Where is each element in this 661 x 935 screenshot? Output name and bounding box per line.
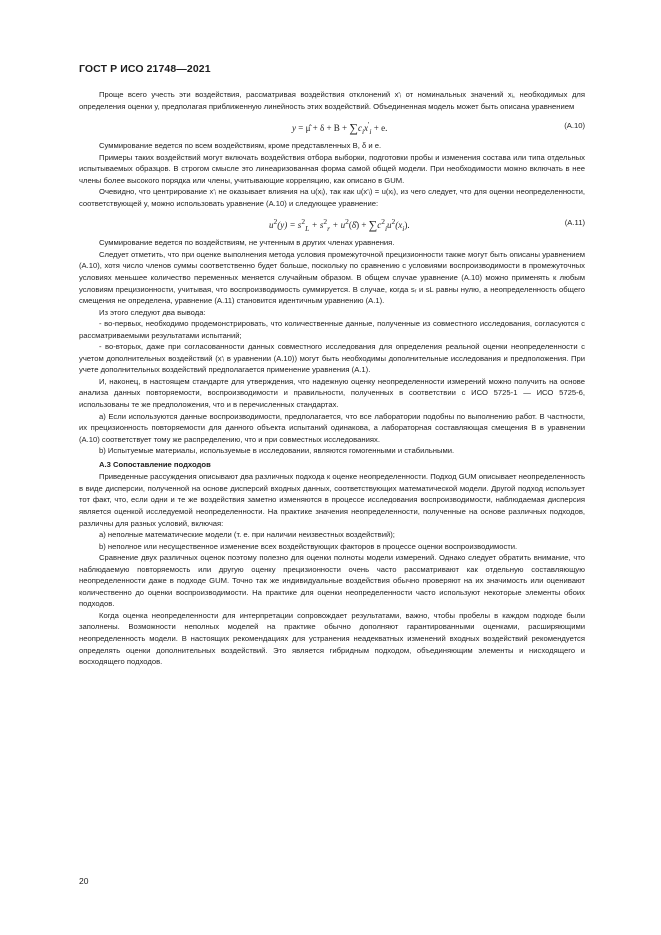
paragraph: Суммирование ведется по всем воздействиям, кроме представленных B, δ и e.	[99, 141, 382, 151]
paragraph: Проще всего учесть эти воздействия, рассматривая воздействия отклонений x'ᵢ от номинальных значений xᵢ, необходимых для определения оценки y, предполагая приближенную линейность этих воздействий. Объединенная модель может быть описана уравнением	[79, 90, 585, 111]
list-item: b) Испытуемые материалы, используемые в исследовании, являются гомогенными и стабильными.	[99, 446, 455, 456]
body-text	[79, 89, 585, 668]
equation-a11-number: (A.11)	[564, 218, 585, 228]
paragraph: Приведенные рассуждения описывают два различных подхода к оценке неопределенности. Подход GUM описывает неопределенность в виде дисперсии, полученной на основе дисперсий входных данных, соответствующих математической модели. Другой подход использует тот факт, что, если одни и те же воздействия заметно изменяются в процессе исследования воспроизводимости, наблюдаемая дисперсия является оценкой исследуемой неопределенности. На практике значения неопределенности, полученные на основе различных подходов, различны для разных условий, включая:	[79, 472, 585, 528]
equation-a10-expression: y = μ̂ + $\delta + B + \sum c_ix'_i + e$.	[292, 120, 388, 136]
paragraph: Следует отметить, что при оценке выполнения метода условия промежуточной прецизионности также могут быть описаны уравнением (A.10), хотя число членов суммы соответственно будет больше, поскольку по сравнению с условиями воспроизводимости в промежуточных условиях меньшее количество переменных меняется случайным образом. В общем случае уравнение (A.10) можно применять к любым условиям прецизионности, учитывая, что воспроизводимость суммируется. В случае, когда sᵣ и sL равны нулю, а неопределенность общего смещения не определена, уравнение (A.11) становится идентичным уравнению (A.1).	[79, 249, 585, 306]
list-item: b) неполное или несущественное изменение всех воздействующих факторов в процессе оценки воспроизводимости.	[99, 541, 518, 551]
equation-a10	[79, 116, 585, 136]
paragraph: И, наконец, в настоящем стандарте для утверждения, что надежную оценку неопределенности измерений можно получить на основе анализа данных повторяемости, воспроизводимости и правильности, полученных в соответствии с ИСО 5725-1 — ИСО 5725-6, использованы те же предположения, что и в перечисленных стандартах.	[79, 376, 585, 410]
list-item: a) Если используются данные воспроизводимости, предполагается, что все лаборатории подобны по выполнению работ. В частности, их прецизионность повторяемости для данного объекта испытаний одинакова, а лабораторная составляющая смещения B в уравнении (A.10) соответствует тому же распределению, что и при совместных исследованиях.	[79, 411, 585, 444]
paragraph: Суммирование ведется по воздействиям, не учтенным в других членах уравнения.	[99, 238, 395, 248]
paragraph: Примеры таких воздействий могут включать воздействия отбора выборки, подготовки пробы и изменения состава или типа отдельных испытываемых образцов. В строгом смысле это линеаризованная форма самой общей модели. При необходимости можно включать в нее члены более высокого порядка или члены, учитывающие корреляцию, как описано в GUM.	[79, 152, 585, 185]
list-item: a) неполные математические модели (т. е. при наличии неизвестных воздействий);	[99, 530, 395, 540]
equation-a10-number: (A.10)	[564, 121, 585, 131]
paragraph: Когда оценка неопределенности для интерпретации сопровождает результатами, важно, чтобы пробелы в каждом подходе были заполнены. Возможности неполных моделей на практике обычно дополняют гарантированными оценками, расширяющими неопределенность модели. В настоящих рекомендациях для устранения неадекватных изменений входных воздействий рекомендуется определять оценки дополнительных воздействий. Это является гибридным подходом, объединяющим элементы и нисходящего и восходящего подходов.	[79, 610, 585, 667]
paragraph: Сравнение двух различных оценок поэтому полезно для оценки полноты модели измерений. Однако следует обратить внимание, что наблюдаемую повторяемость или другую оценку прецизионности очень часто рассматривают как отдельную составляющую неопределенности даже в подходе GUM. Точно так же индивидуальные воздействия обычно проверяют на их значимость или оценивают количественно до оценки воспроизводимости. На практике для оценки неопределенности часто используют некоторые элементы обоих подходов.	[79, 553, 585, 609]
list-item: - во-вторых, даже при согласованности данных совместного исследования для определения реальной оценки неопределенности с учетом дополнительных воздействий (x'ᵢ в уравнении (A.10)) могут быть необходимы дополнительные исследования и предположения. При учете дополнительных воздействий предполагается применение уравнения (A.1).	[79, 342, 585, 375]
section-heading: A.3 Сопоставление подходов	[99, 459, 211, 469]
equation-a11-expression: $u^2(y) = s^2_L + s^2_r$ + $u^2(\deltâ) + \sum c^2_iu^2(x_i)$.	[269, 217, 410, 234]
paragraph: Из этого следуют два вывода:	[99, 307, 206, 317]
paragraph: Очевидно, что центрирование x'ᵢ не оказывает влияния на u(xᵢ), так как u(x'ᵢ) = u(xᵢ), из чего следует, что для оценки неопределенности, соответствующей y, можно использовать уравнение (A.10) и следующее уравнение:	[79, 187, 585, 208]
list-item: - во-первых, необходимо продемонстрировать, что количественные данные, полученные из совместного исследования, согласуются с рассматриваемыми результатами испытаний;	[79, 319, 585, 340]
equation-a11	[79, 213, 585, 233]
page-number: 20	[79, 876, 89, 886]
document-header: ГОСТ Р ИСО 21748—2021	[79, 63, 211, 75]
